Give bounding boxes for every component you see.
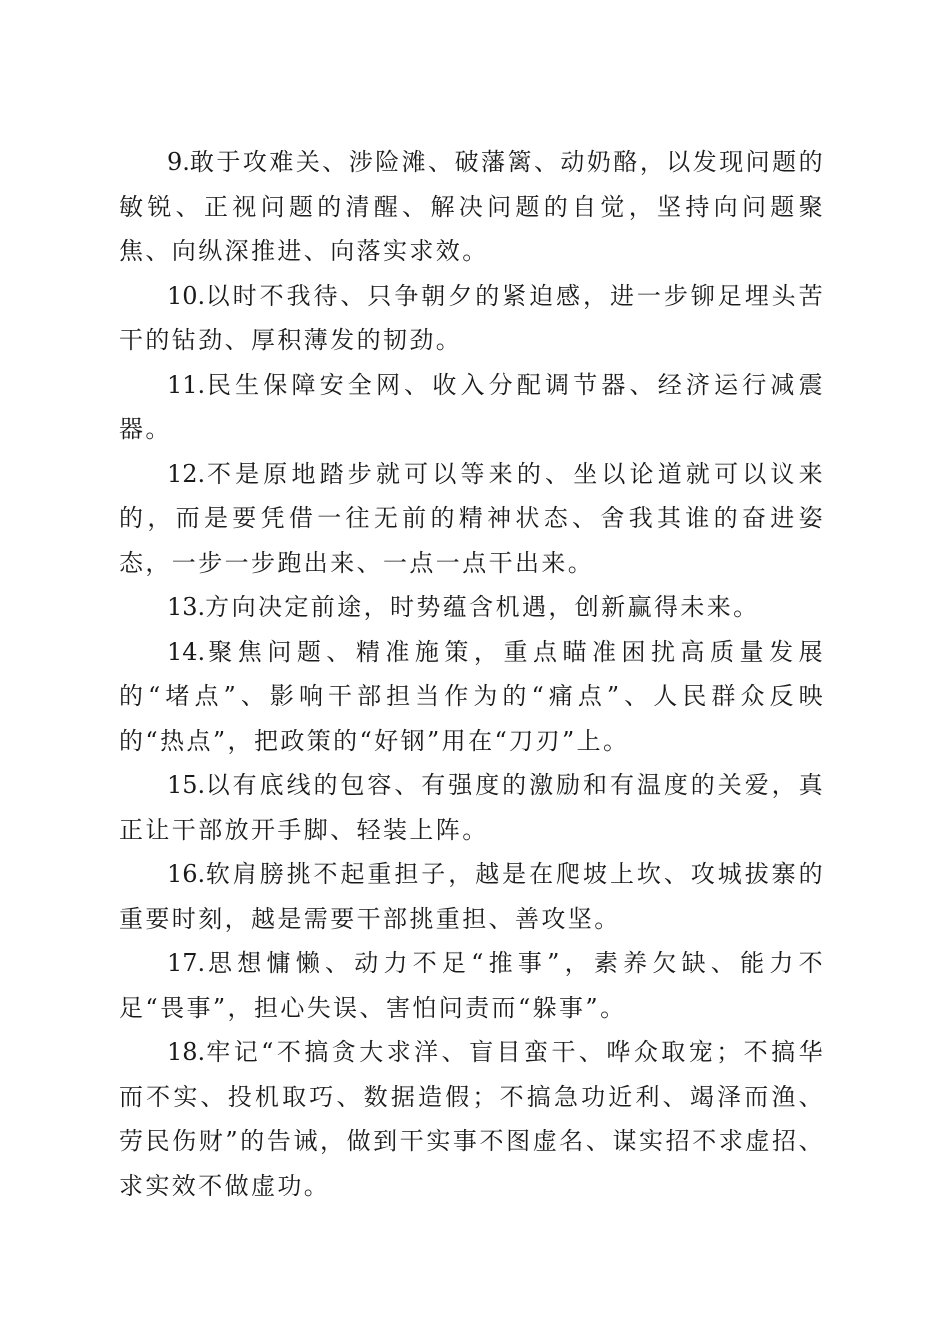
paragraph-14 bbox=[119, 630, 825, 764]
paragraph-text: 思想慵懒、动力不足“推事”，素养欠缺、能力不足“畏事”，担心失误、害怕问责而“躲事”。 bbox=[119, 949, 825, 1022]
paragraph-13 bbox=[119, 585, 825, 630]
paragraph-text: 以时不我待、只争朝夕的紧迫感，进一步铆足埋头苦干的钻劲、厚积薄发的韧劲。 bbox=[119, 281, 825, 354]
paragraph-number: 12. bbox=[167, 459, 206, 488]
paragraph-number: 13. bbox=[167, 593, 206, 621]
paragraph-11 bbox=[119, 363, 825, 452]
paragraph-number: 15. bbox=[167, 771, 206, 799]
paragraph-text: 牢记“不搞贪大求洋、盲目蛮干、哗众取宠；不搞华而不实、投机取巧、数据造假；不搞急功近利、竭泽而渔、劳民伤财”的告诫，做到干实事不图虚名、谋实招不求虚招、求实效不做虚功。 bbox=[119, 1038, 825, 1200]
paragraph-15 bbox=[119, 763, 825, 852]
paragraph-number: 16. bbox=[167, 860, 206, 888]
paragraph-number: 11. bbox=[167, 370, 206, 399]
paragraph-number: 9. bbox=[167, 148, 190, 176]
paragraph-number: 10. bbox=[167, 281, 206, 310]
paragraph-text: 聚焦问题、精准施策，重点瞄准困扰高质量发展的“堵点”、影响干部担当作为的“痛点”、人民群众反映的“热点”，把政策的“好钢”用在“刀刃”上。 bbox=[119, 637, 825, 755]
paragraph-text: 民生保障安全网、收入分配调节器、经济运行减震器。 bbox=[119, 370, 825, 443]
paragraph-16 bbox=[119, 852, 825, 941]
paragraph-text: 不是原地踏步就可以等来的、坐以论道就可以议来的，而是要凭借一往无前的精神状态、舍我其谁的奋进姿态，一步一步跑出来、一点一点干出来。 bbox=[119, 459, 825, 577]
paragraph-text: 方向决定前途，时势蕴含机遇，创新赢得未来。 bbox=[205, 593, 760, 621]
paragraph-text: 以有底线的包容、有强度的激励和有温度的关爱，真正让干部放开手脚、轻装上阵。 bbox=[119, 771, 825, 844]
paragraph-17 bbox=[119, 941, 825, 1030]
paragraph-9 bbox=[119, 140, 825, 274]
paragraph-12 bbox=[119, 452, 825, 586]
paragraph-18 bbox=[119, 1030, 825, 1208]
paragraph-text: 敢于攻难关、涉险滩、破藩篱、动奶酪，以发现问题的敏锐、正视问题的清醒、解决问题的自觉，坚持向问题聚焦、向纵深推进、向落实求效。 bbox=[119, 148, 825, 265]
paragraph-number: 17. bbox=[167, 949, 206, 977]
paragraph-10 bbox=[119, 274, 825, 363]
document-body bbox=[119, 140, 825, 1208]
paragraph-number: 14. bbox=[167, 637, 206, 666]
paragraph-text: 软肩膀挑不起重担子，越是在爬坡上坎、攻城拔寨的重要时刻，越是需要干部挑重担、善攻坚。 bbox=[119, 860, 825, 933]
paragraph-number: 18. bbox=[167, 1038, 206, 1066]
